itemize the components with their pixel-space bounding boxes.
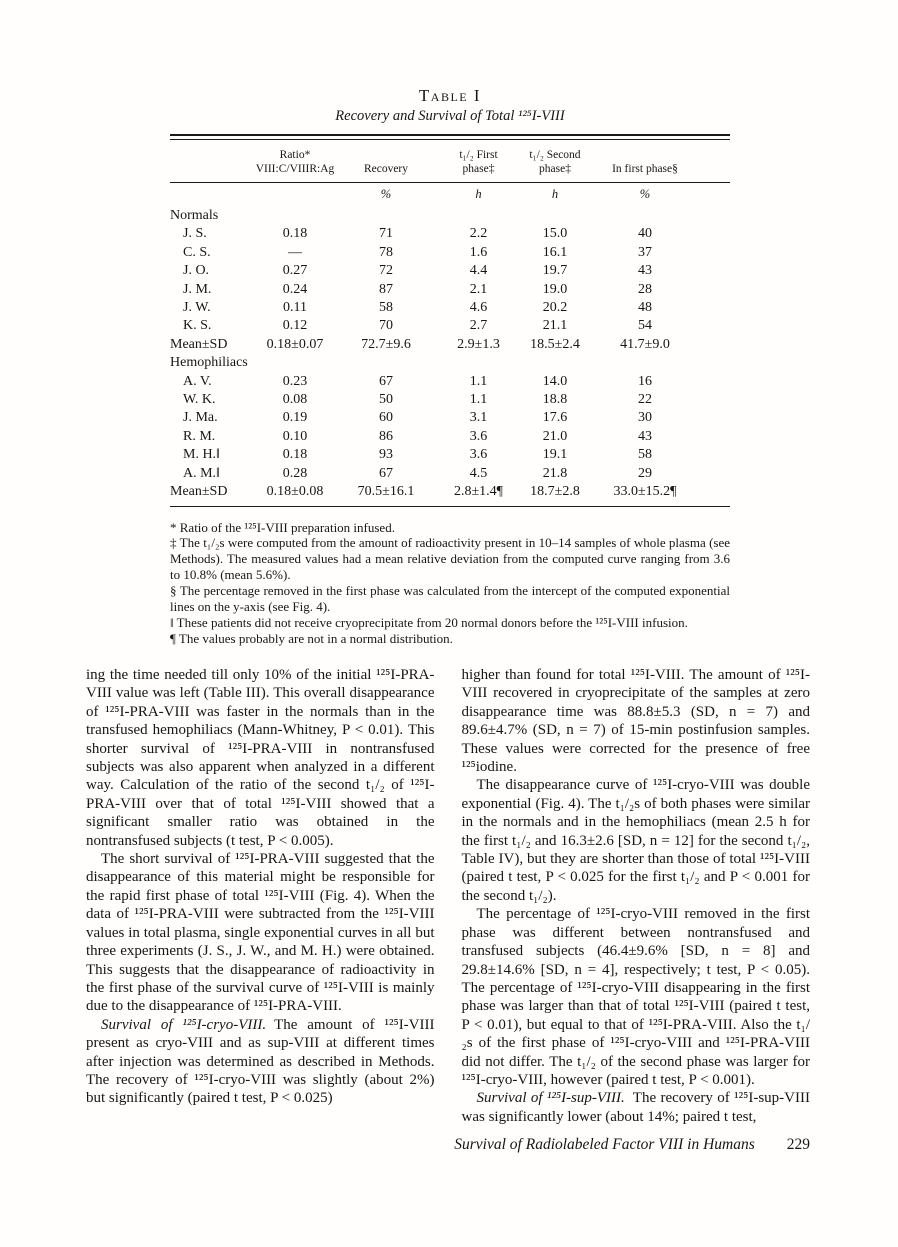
paragraph-survival-sup	[462, 1089, 811, 1126]
cell: 16.1	[542, 244, 568, 260]
paragraph-rest: The recovery of ¹²⁵I-sup-VIII was significantly lower (about 14%; paired t test,	[461, 1090, 810, 1125]
unit-t-first: h	[475, 187, 482, 201]
cell: 40	[638, 226, 652, 242]
subject-label: J. Ma.	[183, 410, 218, 426]
header-recovery	[330, 162, 442, 176]
cell: 22	[638, 392, 652, 408]
cell: 72.7±9.6	[361, 336, 411, 352]
cell: 67	[379, 373, 393, 389]
table-section-row	[170, 354, 730, 372]
table-1	[170, 134, 730, 507]
table-footnotes	[170, 520, 730, 647]
cell: 4.4	[469, 263, 488, 279]
table-units-row	[170, 183, 730, 205]
left-column	[86, 666, 435, 1126]
cell: 2.2	[469, 226, 488, 242]
header-ratio-line2: VIII:C/VIIIR:Ag	[255, 163, 335, 175]
header-t-second-line1: t₁/₂ Second	[529, 149, 581, 161]
cell: 58	[638, 447, 652, 463]
cell: 21.0	[542, 428, 568, 444]
cell: 21.8	[542, 465, 568, 481]
cell: 54	[638, 318, 652, 334]
subject-label: A. V.	[183, 373, 212, 389]
table-header-row	[170, 140, 730, 182]
table-1-block	[170, 86, 730, 647]
cell: 29	[638, 465, 652, 481]
cell: 43	[638, 263, 652, 279]
table-mean-row	[170, 336, 730, 354]
cell: 4.6	[469, 300, 488, 316]
cell: 17.6	[542, 410, 568, 426]
cell: 87	[379, 281, 393, 297]
table-row	[170, 317, 730, 335]
table-title: Table I	[418, 86, 482, 105]
cell: 1.1	[469, 373, 488, 389]
table-row	[170, 299, 730, 317]
footnote-distribution: ¶ The values probably are not in a normal distribution.	[170, 630, 453, 646]
table-row	[170, 446, 730, 464]
cell: 0.12	[282, 318, 308, 334]
cell: 33.0±15.2¶	[613, 484, 677, 500]
table-row	[170, 281, 730, 299]
cell: 18.8	[542, 392, 568, 408]
right-column	[462, 666, 811, 1126]
cell: 19.1	[542, 447, 568, 463]
header-in-first-phase	[595, 162, 695, 176]
body-text	[86, 666, 810, 1126]
cell: 20.2	[542, 300, 568, 316]
cell: 15.0	[542, 226, 568, 242]
footnote-halflife: ‡ The t₁/₂s were computed from the amount of radioactivity present in 10–14 samples of whole plasma (see Methods). The measured values had a mean relative deviation from the computed curve ranging from 3.6 to 10.8% (mean 5.6%).	[170, 535, 730, 583]
table-subtitle: Recovery and Survival of Total ¹²⁵I-VIII	[335, 108, 565, 124]
paragraph: The short survival of ¹²⁵I-PRA-VIII suggested that the disappearance of this material might be responsible for the rapid first phase of total ¹²⁵I-VIII (Fig. 4). When the data of ¹²⁵I-PRA-VIII were subtracted from the ¹²⁵I-VIII values in total plasma, single exponential curves in all but three experiments (J. S., J. W., and M. H.) were obtained. This suggests that the disappearance of radioactivity in the first phase of the survival curve of ¹²⁵I-VIII is mainly due to the disappearance of ¹²⁵I-PRA-VIII.	[86, 851, 435, 1015]
header-ratio	[255, 148, 335, 176]
cell: 14.0	[542, 373, 568, 389]
subject-label: A. M.‖	[183, 465, 220, 481]
header-t-first-line2: phase‡	[462, 163, 495, 175]
mean-label: Mean±SD	[170, 484, 228, 500]
table-body	[170, 205, 730, 506]
cell: 0.18±0.07	[266, 336, 324, 352]
subject-label: W. K.	[183, 392, 216, 408]
cell: 1.1	[469, 392, 488, 408]
table-row	[170, 262, 730, 280]
table-row	[170, 409, 730, 427]
table-row	[170, 244, 730, 262]
header-in-first-phase-label: In first phase§	[612, 163, 678, 175]
table-row	[170, 373, 730, 391]
table-row	[170, 225, 730, 243]
header-recovery-label: Recovery	[363, 163, 409, 175]
table-bottom-rule	[170, 506, 730, 507]
cell: 0.27	[282, 263, 308, 279]
cell: 21.1	[542, 318, 568, 334]
section-label-normals: Normals	[170, 208, 219, 223]
footnote-patients: ‖ These patients did not receive cryoprecipitate from 20 normal donors before the ¹²⁵I-VIII infusion.	[170, 614, 688, 630]
cell: 67	[379, 465, 393, 481]
cell: 0.08	[282, 392, 308, 408]
cell: 0.24	[282, 281, 308, 297]
cell: 37	[638, 244, 652, 260]
cell: 16	[638, 373, 652, 389]
footnote-percentage: § The percentage removed in the first phase was calculated from the intercept of the computed exponential lines on the y-axis (see Fig. 4).	[170, 583, 730, 615]
running-title: Survival of Radiolabeled Factor VIII in Humans	[454, 1136, 755, 1153]
cell: 58	[379, 300, 393, 316]
section-label-hemophiliacs: Hemophiliacs	[170, 355, 248, 371]
header-t-first-line1: t₁/₂ First	[459, 149, 498, 161]
cell: 18.7±2.8	[530, 484, 580, 500]
cell: 72	[379, 263, 393, 279]
cell: 2.1	[469, 281, 488, 297]
cell: 43	[638, 428, 652, 444]
cell: 19.7	[542, 263, 568, 279]
cell: 70	[379, 318, 393, 334]
mean-label: Mean±SD	[170, 336, 228, 352]
subject-label: J. M.	[183, 281, 212, 297]
header-ratio-line1: Ratio*	[279, 149, 311, 161]
cell: —	[288, 244, 302, 260]
header-second-phase-t	[515, 148, 595, 176]
cell: 19.0	[542, 281, 568, 297]
cell: 0.23	[282, 373, 308, 389]
subject-label: J. O.	[183, 263, 210, 279]
table-mean-row	[170, 483, 730, 501]
cell: 28	[638, 281, 652, 297]
subject-label: J. S.	[183, 226, 207, 242]
table-section-row	[170, 207, 730, 225]
cell: 71	[379, 226, 393, 242]
paragraph: The disappearance curve of ¹²⁵I-cryo-VIII was double exponential (Fig. 4). The t₁/₂s of both phases were similar in the normals and in the hemophiliacs (mean 2.5 h for the first t₁/₂ and 16.3±2.6 [SD, n = 12] for the second t₁/₂, Table IV), but they are shorter than those of total ¹²⁵I-VIII (paired t test, P < 0.025 for the first t₁/₂ and P < 0.001 for the second t₁/₂).	[461, 777, 810, 904]
paragraph: ing the time needed till only 10% of the initial ¹²⁵I-PRA-VIII value was left (Table III). This overall disappearance of ¹²⁵I-PRA-VIII was faster in the normals than in the transfused hemophiliacs (Mann-Whitney, P < 0.01). This shorter survival of ¹²⁵I-PRA-VIII in nontransfused subjects was also apparent when analyzed in a different way. Calculation of the ratio of the second t₁/₂ of ¹²⁵I-PRA-VIII over that of total ¹²⁵I-VIII showed that a significant smaller ratio was obtained in the nontransfused subjects (t test, P < 0.005).	[86, 667, 435, 849]
cell: 0.28	[282, 465, 308, 481]
cell: 78	[379, 244, 393, 260]
cell: 3.6	[469, 447, 488, 463]
paragraph-rest: The amount of ¹²⁵I-VIII present as cryo-VIII and as sup-VIII at different times after injection was determined as described in Methods. The recovery of ¹²⁵I-cryo-VIII was slightly (about 2%) but significantly (paired t test, P < 0.025)	[86, 1016, 435, 1107]
unit-recovery: %	[380, 187, 392, 201]
cell: 50	[379, 392, 393, 408]
cell: 18.5±2.4	[530, 336, 580, 352]
cell: 0.10	[282, 428, 308, 444]
unit-t-second: h	[551, 187, 559, 201]
paragraph-lead-italic: Survival of ¹²⁵I-sup-VIII.	[476, 1090, 625, 1107]
table-row	[170, 465, 730, 483]
cell: 93	[379, 447, 393, 463]
subject-label: R. M.	[183, 428, 216, 444]
cell: 0.11	[283, 300, 307, 316]
cell: 86	[379, 428, 393, 444]
cell: 2.7	[469, 318, 488, 334]
paragraph: higher than found for total ¹²⁵I-VIII. The amount of ¹²⁵I-VIII recovered in cryoprecipitate of the samples at zero disappearance time was 88.8±5.3 (SD, n = 7) and 89.6±4.7% (SD, n = 7) of 15-min postinfusion samples. These values were corrected for the presence of free ¹²⁵iodine.	[461, 667, 810, 776]
table-row	[170, 428, 730, 446]
unit-in-first-phase: %	[639, 187, 651, 201]
header-t-second-line2: phase‡	[539, 163, 571, 175]
paragraph: The percentage of ¹²⁵I-cryo-VIII removed in the first phase was different between nontransfused and transfused subjects (46.4±9.6% [SD, n = 8] and 29.8±14.6% [SD, n = 4], respectively; t test, P < 0.05). The percentage of ¹²⁵I-cryo-VIII disappearing in the first phase was larger than that of total ¹²⁵I-VIII (paired t test, P < 0.01), but equal to that of ¹²⁵I-PRA-VIII. Also the t₁/₂s of the first phase of ¹²⁵I-cryo-VIII and ¹²⁵I-PRA-VIII did not differ. The t₁/₂ of the second phase was larger for ¹²⁵I-cryo-VIII, however (paired t test, P < 0.001).	[461, 906, 810, 1088]
cell: 1.6	[469, 244, 488, 260]
page-number: 229	[786, 1136, 810, 1153]
cell: 2.9±1.3	[457, 336, 500, 352]
subject-label: K. S.	[183, 318, 212, 334]
cell: 0.18±0.08	[266, 484, 324, 500]
subject-label: J. W.	[183, 300, 211, 316]
cell: 0.18	[282, 447, 308, 463]
subject-label: M. H.‖	[183, 447, 220, 463]
cell: 0.18	[282, 226, 308, 242]
cell: 60	[379, 410, 393, 426]
header-first-phase-t	[442, 148, 515, 176]
table-row	[170, 391, 730, 409]
cell: 3.6	[469, 428, 488, 444]
paragraph-survival-cryo	[86, 1016, 435, 1108]
cell: 48	[638, 300, 652, 316]
footnote-ratio: * Ratio of the ¹²⁵I-VIII preparation infused.	[170, 519, 395, 535]
paragraph-lead-italic: Survival of ¹²⁵I-cryo-VIII.	[101, 1016, 267, 1033]
cell: 3.1	[469, 410, 488, 426]
cell: 70.5±16.1	[357, 484, 415, 500]
cell: 0.19	[282, 410, 308, 426]
page-footer	[86, 1136, 810, 1154]
subject-label: C. S.	[183, 244, 211, 260]
cell: 41.7±9.0	[620, 336, 670, 352]
cell: 2.8±1.4¶	[453, 484, 504, 500]
cell: 4.5	[469, 465, 488, 481]
cell: 30	[638, 410, 652, 426]
